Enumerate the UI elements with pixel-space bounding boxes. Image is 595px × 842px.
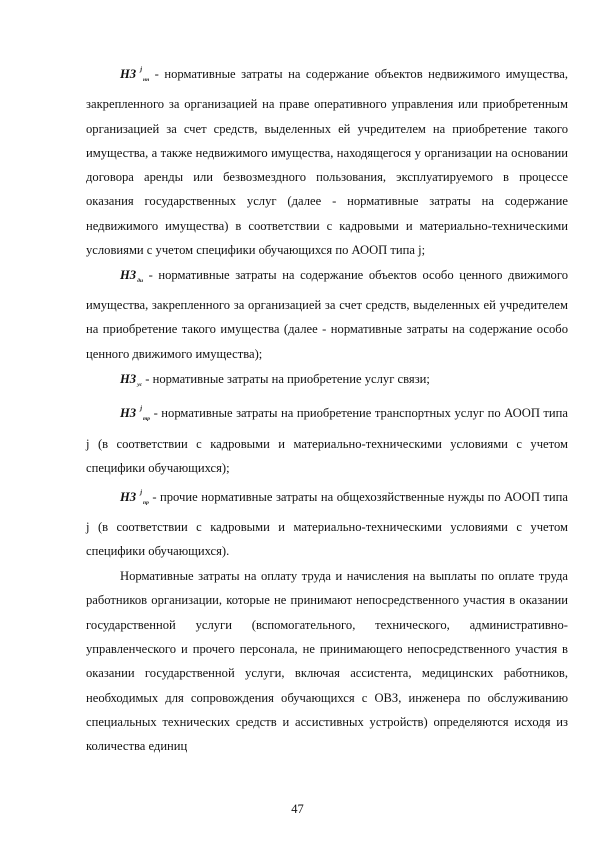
variable-label: НЗ (120, 371, 137, 386)
variable-subscript: ди (137, 277, 144, 284)
definition-text: - нормативные затраты на содержание объектов недвижимого имущества, закрепленного за организацией на праве оперативного управления или приобретенным организацией за счет средств, выделенных ей учредителем на приобретение такого имущества, а также недвижимого имущества, находящегося у организации на основании договора аренды или безвозмездного пользования, эксплуатируемого в процессе оказания государственных услуг (далее - нормативные затраты на содержание недвижимого имущества) в соответствии с кадровыми и материально-техническими условиями с учетом специфики обучающихся по АООП типа j; (86, 67, 568, 258)
variable-subscript: нн (143, 77, 150, 83)
variable-superscript: j (140, 66, 143, 73)
body-paragraph (86, 564, 568, 758)
definition-paragraph (86, 481, 568, 564)
definition-paragraph (86, 58, 568, 262)
variable-label: НЗ (120, 67, 137, 81)
definition-paragraph (86, 397, 568, 480)
variable-subscript: тр (143, 416, 151, 423)
variable-label: НЗ (120, 489, 137, 504)
page-number: 47 (291, 802, 304, 816)
variable-superscript: j (140, 488, 143, 496)
variable-subscript: ус (137, 381, 143, 388)
definition-paragraph (86, 263, 568, 366)
definition-text: - нормативные затраты на приобретение услуг связи; (142, 371, 430, 386)
variable-superscript: j (140, 405, 143, 413)
definition-text: - нормативные затраты на приобретение транспортных услуг по АООП типа j (в соответствии с кадровыми и материально-техническими условиями с учетом специфики обучающихся); (86, 406, 568, 475)
definition-paragraph (86, 367, 568, 397)
variable-label: НЗ (120, 267, 137, 282)
variable-label: НЗ (120, 406, 137, 421)
definition-text: - нормативные затраты на содержание объектов особо ценного движимого имущества, закрепленного за организацией за счет средств, выделенных ей учредителем на приобретение такого имущества (далее - нормативные затраты на содержание особо ценного движимого имущества); (86, 267, 568, 361)
body-text (86, 58, 568, 759)
definition-text: - прочие нормативные затраты на общехозяйственные нужды по АООП типа j (в соответствии с кадровыми и материально-техническими условиями с учетом специфики обучающихся). (86, 489, 568, 559)
variable-subscript: пр (143, 499, 149, 506)
paragraph-text: Нормативные затраты на оплату труда и начисления на выплаты по оплате труда работников организации, которые не принимают непосредственного участия в оказании государственной услуги (вспомогательного, технического, административно-управленческого и прочего персонала, не принимающего непосредственного участия в оказании государственной услуги, включая ассистента, медицинских работников, необходимых для сопровождения обучающихся с ОВЗ, инженера по обслуживанию специальных технических средств и ассистивных устройств) определяются исходя из количества единиц (86, 569, 568, 754)
